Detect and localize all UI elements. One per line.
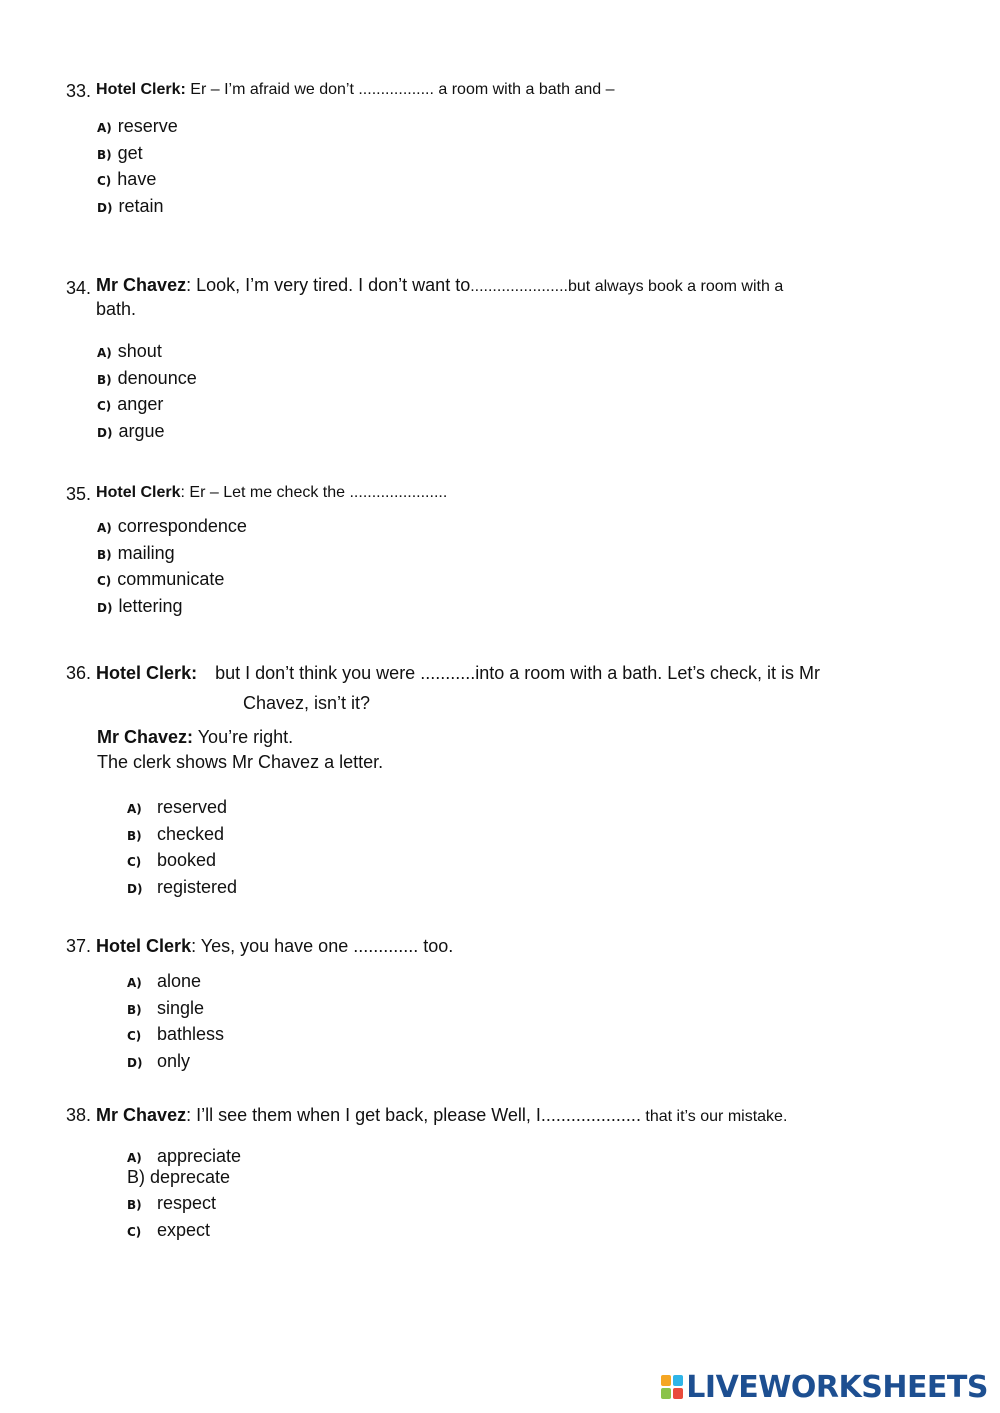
option-c[interactable]	[97, 391, 197, 418]
option-letter: B)	[97, 372, 112, 387]
option-d[interactable]	[97, 418, 197, 445]
option-b[interactable]	[127, 995, 224, 1022]
speaker: Hotel Clerk	[96, 484, 181, 501]
question-text: : I’ll see them when I get back, please Well, I....................	[186, 1105, 641, 1125]
options-36	[127, 794, 237, 900]
option-text: correspondence	[117, 516, 247, 536]
option-text: have	[117, 169, 157, 189]
question-text-line2: bath.	[96, 299, 137, 319]
option-a[interactable]	[97, 513, 247, 540]
logo-mark-icon	[661, 1375, 683, 1399]
option-letter: B)	[97, 547, 112, 562]
question-text: but I don’t think you were ...........into a room with a bath. Let’s check, it is Mr	[215, 663, 821, 683]
option-text: appreciate	[157, 1146, 242, 1166]
option-text: only	[157, 1050, 191, 1071]
question-number: 38.	[66, 1105, 92, 1125]
question-text: Er – I’m afraid we don’t ................. a room with a bath and –	[185, 81, 615, 98]
option-d[interactable]	[97, 193, 178, 220]
question-text: : Er – Let me check the ......................	[180, 484, 448, 501]
option-text: mailing	[117, 542, 175, 563]
logo-square-3	[661, 1388, 671, 1399]
option-a[interactable]	[97, 338, 197, 365]
question-text-end: that it’s our mistake.	[640, 1108, 788, 1125]
logo-square-1	[661, 1375, 671, 1386]
question-38	[66, 1104, 787, 1128]
question-36	[66, 662, 820, 684]
question-number: 36.	[66, 663, 92, 683]
question-text: : Look, I’m very tired. I don’t want to	[186, 275, 471, 295]
option-text: retain	[118, 195, 164, 216]
option-letter: B)	[97, 147, 112, 162]
option-c[interactable]	[97, 166, 178, 193]
question-35	[66, 480, 447, 504]
option-letter: B)	[127, 828, 142, 843]
logo-text: LIVEWORKSHEETS	[686, 1369, 988, 1405]
option-text: checked	[157, 823, 225, 844]
reply-text: You’re right.	[193, 727, 294, 747]
logo-square-2	[673, 1375, 683, 1386]
options-33	[97, 113, 178, 219]
question-number: 33.	[66, 81, 92, 101]
option-text: reserved	[157, 797, 228, 817]
logo-square-4	[673, 1388, 683, 1399]
option-b[interactable]	[97, 140, 178, 167]
option-letter: A)	[127, 1151, 142, 1165]
question-text-blank: ......................but always book a room with a	[470, 278, 784, 295]
option-b[interactable]	[127, 1190, 241, 1217]
option-text: bathless	[157, 1024, 225, 1044]
option-d[interactable]	[97, 593, 247, 620]
options-34	[97, 338, 197, 444]
question-37	[66, 935, 453, 957]
option-d[interactable]	[127, 1048, 224, 1075]
speaker: Hotel Clerk	[96, 936, 192, 956]
option-b[interactable]	[97, 540, 247, 567]
option-letter: C)	[127, 855, 142, 869]
option-letter: C)	[127, 1029, 142, 1043]
reply-line	[97, 726, 293, 748]
option-letter: D)	[127, 1055, 143, 1070]
option-c[interactable]	[127, 1217, 241, 1244]
speaker: Mr Chavez:	[97, 727, 194, 747]
option-text: denounce	[117, 367, 197, 388]
options-38	[127, 1143, 241, 1243]
speaker: Hotel Clerk:	[96, 663, 198, 683]
option-text: respect	[157, 1193, 217, 1213]
option-letter: B)	[127, 1002, 142, 1017]
options-35	[97, 513, 247, 619]
option-c[interactable]	[127, 1021, 224, 1048]
option-letter: B)	[127, 1198, 142, 1212]
options-37	[127, 968, 224, 1074]
option-b[interactable]	[127, 821, 237, 848]
option-text: lettering	[118, 595, 183, 616]
option-text: registered	[157, 876, 238, 897]
option-letter: C)	[97, 574, 112, 588]
option-a[interactable]	[127, 1143, 241, 1164]
option-text: anger	[117, 394, 164, 414]
question-number: 34.	[66, 278, 92, 298]
question-number: 35.	[66, 484, 92, 504]
option-a[interactable]	[97, 113, 178, 140]
option-text: B) deprecate	[127, 1167, 231, 1187]
option-b[interactable]	[97, 365, 197, 392]
option-a[interactable]	[127, 794, 237, 821]
option-letter: A)	[97, 521, 112, 535]
option-letter: D)	[97, 200, 113, 215]
option-text: alone	[157, 971, 202, 991]
option-c[interactable]	[97, 566, 247, 593]
option-letter: A)	[127, 976, 142, 990]
option-letter: D)	[97, 425, 113, 440]
speaker: Mr Chavez	[96, 275, 187, 295]
option-text: shout	[117, 341, 162, 361]
narration: The clerk shows Mr Chavez a letter.	[97, 752, 384, 772]
option-a[interactable]	[127, 968, 224, 995]
speaker: Hotel Clerk:	[96, 81, 186, 98]
option-letter: D)	[127, 881, 143, 896]
question-text: : Yes, you have one ............. too.	[191, 936, 454, 956]
option-text: communicate	[117, 569, 225, 589]
option-c[interactable]	[127, 847, 237, 874]
option-text: single	[157, 997, 205, 1018]
option-letter: D)	[97, 600, 113, 615]
option-letter: C)	[127, 1224, 142, 1239]
question-text-line2: Chavez, isn’t it?	[243, 693, 371, 713]
option-text: expect	[157, 1219, 211, 1240]
liveworksheets-logo[interactable]	[661, 1370, 988, 1404]
question-33	[66, 77, 614, 101]
option-text: reserve	[117, 116, 178, 136]
option-b-plain[interactable]	[127, 1164, 241, 1190]
option-letter: A)	[127, 802, 142, 816]
option-d[interactable]	[127, 874, 237, 901]
option-letter: A)	[97, 346, 112, 360]
option-text: get	[117, 142, 143, 163]
question-number: 37.	[66, 936, 92, 956]
option-letter: A)	[97, 121, 112, 135]
option-letter: C)	[97, 174, 112, 188]
option-text: argue	[118, 420, 165, 441]
question-34	[66, 274, 906, 320]
option-letter: C)	[97, 399, 112, 413]
option-text: booked	[157, 850, 217, 870]
speaker: Mr Chavez	[96, 1105, 187, 1125]
